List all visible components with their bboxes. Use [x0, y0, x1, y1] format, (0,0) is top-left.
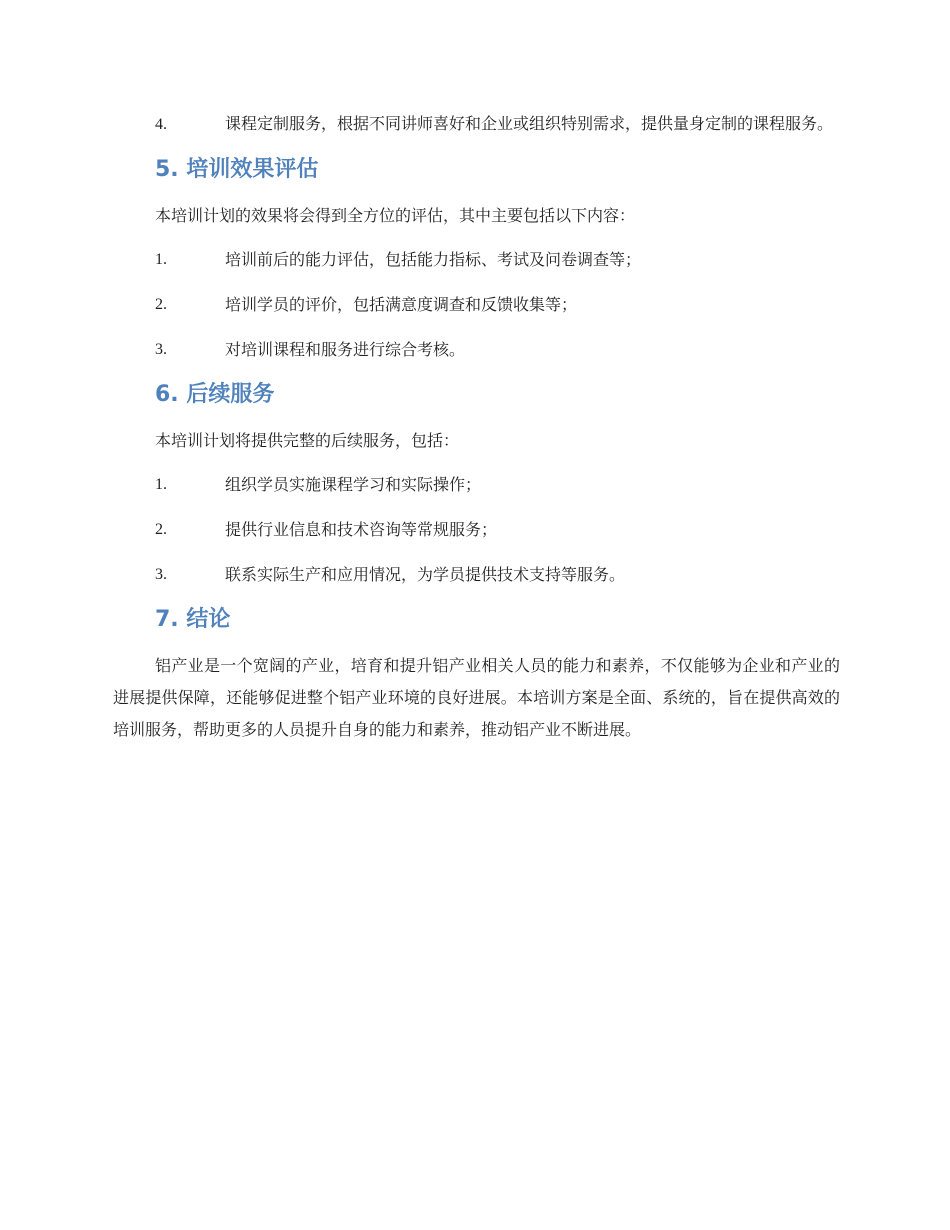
list-text: 提供行业信息和技术咨询等常规服务；: [225, 520, 498, 539]
list-number: 1.: [155, 476, 167, 493]
list-text: 对培训课程和服务进行综合考核。: [225, 340, 466, 359]
list-text: 培训学员的评价，包括满意度调查和反馈收集等；: [225, 295, 578, 314]
list-text: 联系实际生产和应用情况，为学员提供技术支持等服务。: [225, 565, 626, 584]
conclusion-paragraph: 铝产业是一个宽阔的产业，培育和提升铝产业相关人员的能力和素养，不仅能够为企业和产业的进展提供保障，还能够促进整个铝产业环境的良好进展。本培训方案是全面、系统的，旨在提供高效的培训服务，帮助更多的人员提升自身的能力和素养，推动铝产业不断进展。: [113, 656, 840, 739]
list-item: [113, 108, 840, 141]
list-text: 培训前后的能力评估，包括能力指标、考试及问卷调查等；: [225, 250, 642, 269]
section-heading-follow-up: 6. 后续服务: [155, 382, 275, 407]
section-heading-evaluation: 5. 培训效果评估: [155, 157, 319, 182]
list-item: [113, 334, 840, 366]
list-item: [113, 559, 840, 591]
section-heading-conclusion: 7. 结论: [155, 607, 231, 632]
list-number: 4.: [155, 116, 167, 133]
list-number: 3.: [155, 566, 167, 583]
list-item: [113, 244, 840, 276]
section-intro: 本培训计划将提供完整的后续服务，包括：: [155, 431, 460, 450]
list-text: 课程定制服务，根据不同讲师喜好和企业或组织特别需求，提供量身定制的课程服务。: [225, 114, 834, 133]
list-number: 2.: [155, 296, 167, 313]
list-text: 组织学员实施课程学习和实际操作；: [225, 475, 482, 494]
document-content: [113, 108, 840, 758]
list-number: 3.: [155, 341, 167, 358]
list-item: [113, 469, 840, 501]
section-intro: 本培训计划的效果将会得到全方位的评估，其中主要包括以下内容：: [155, 206, 636, 225]
list-number: 1.: [155, 251, 167, 268]
list-item: [113, 514, 840, 546]
list-number: 2.: [155, 521, 167, 538]
list-item: [113, 289, 840, 321]
